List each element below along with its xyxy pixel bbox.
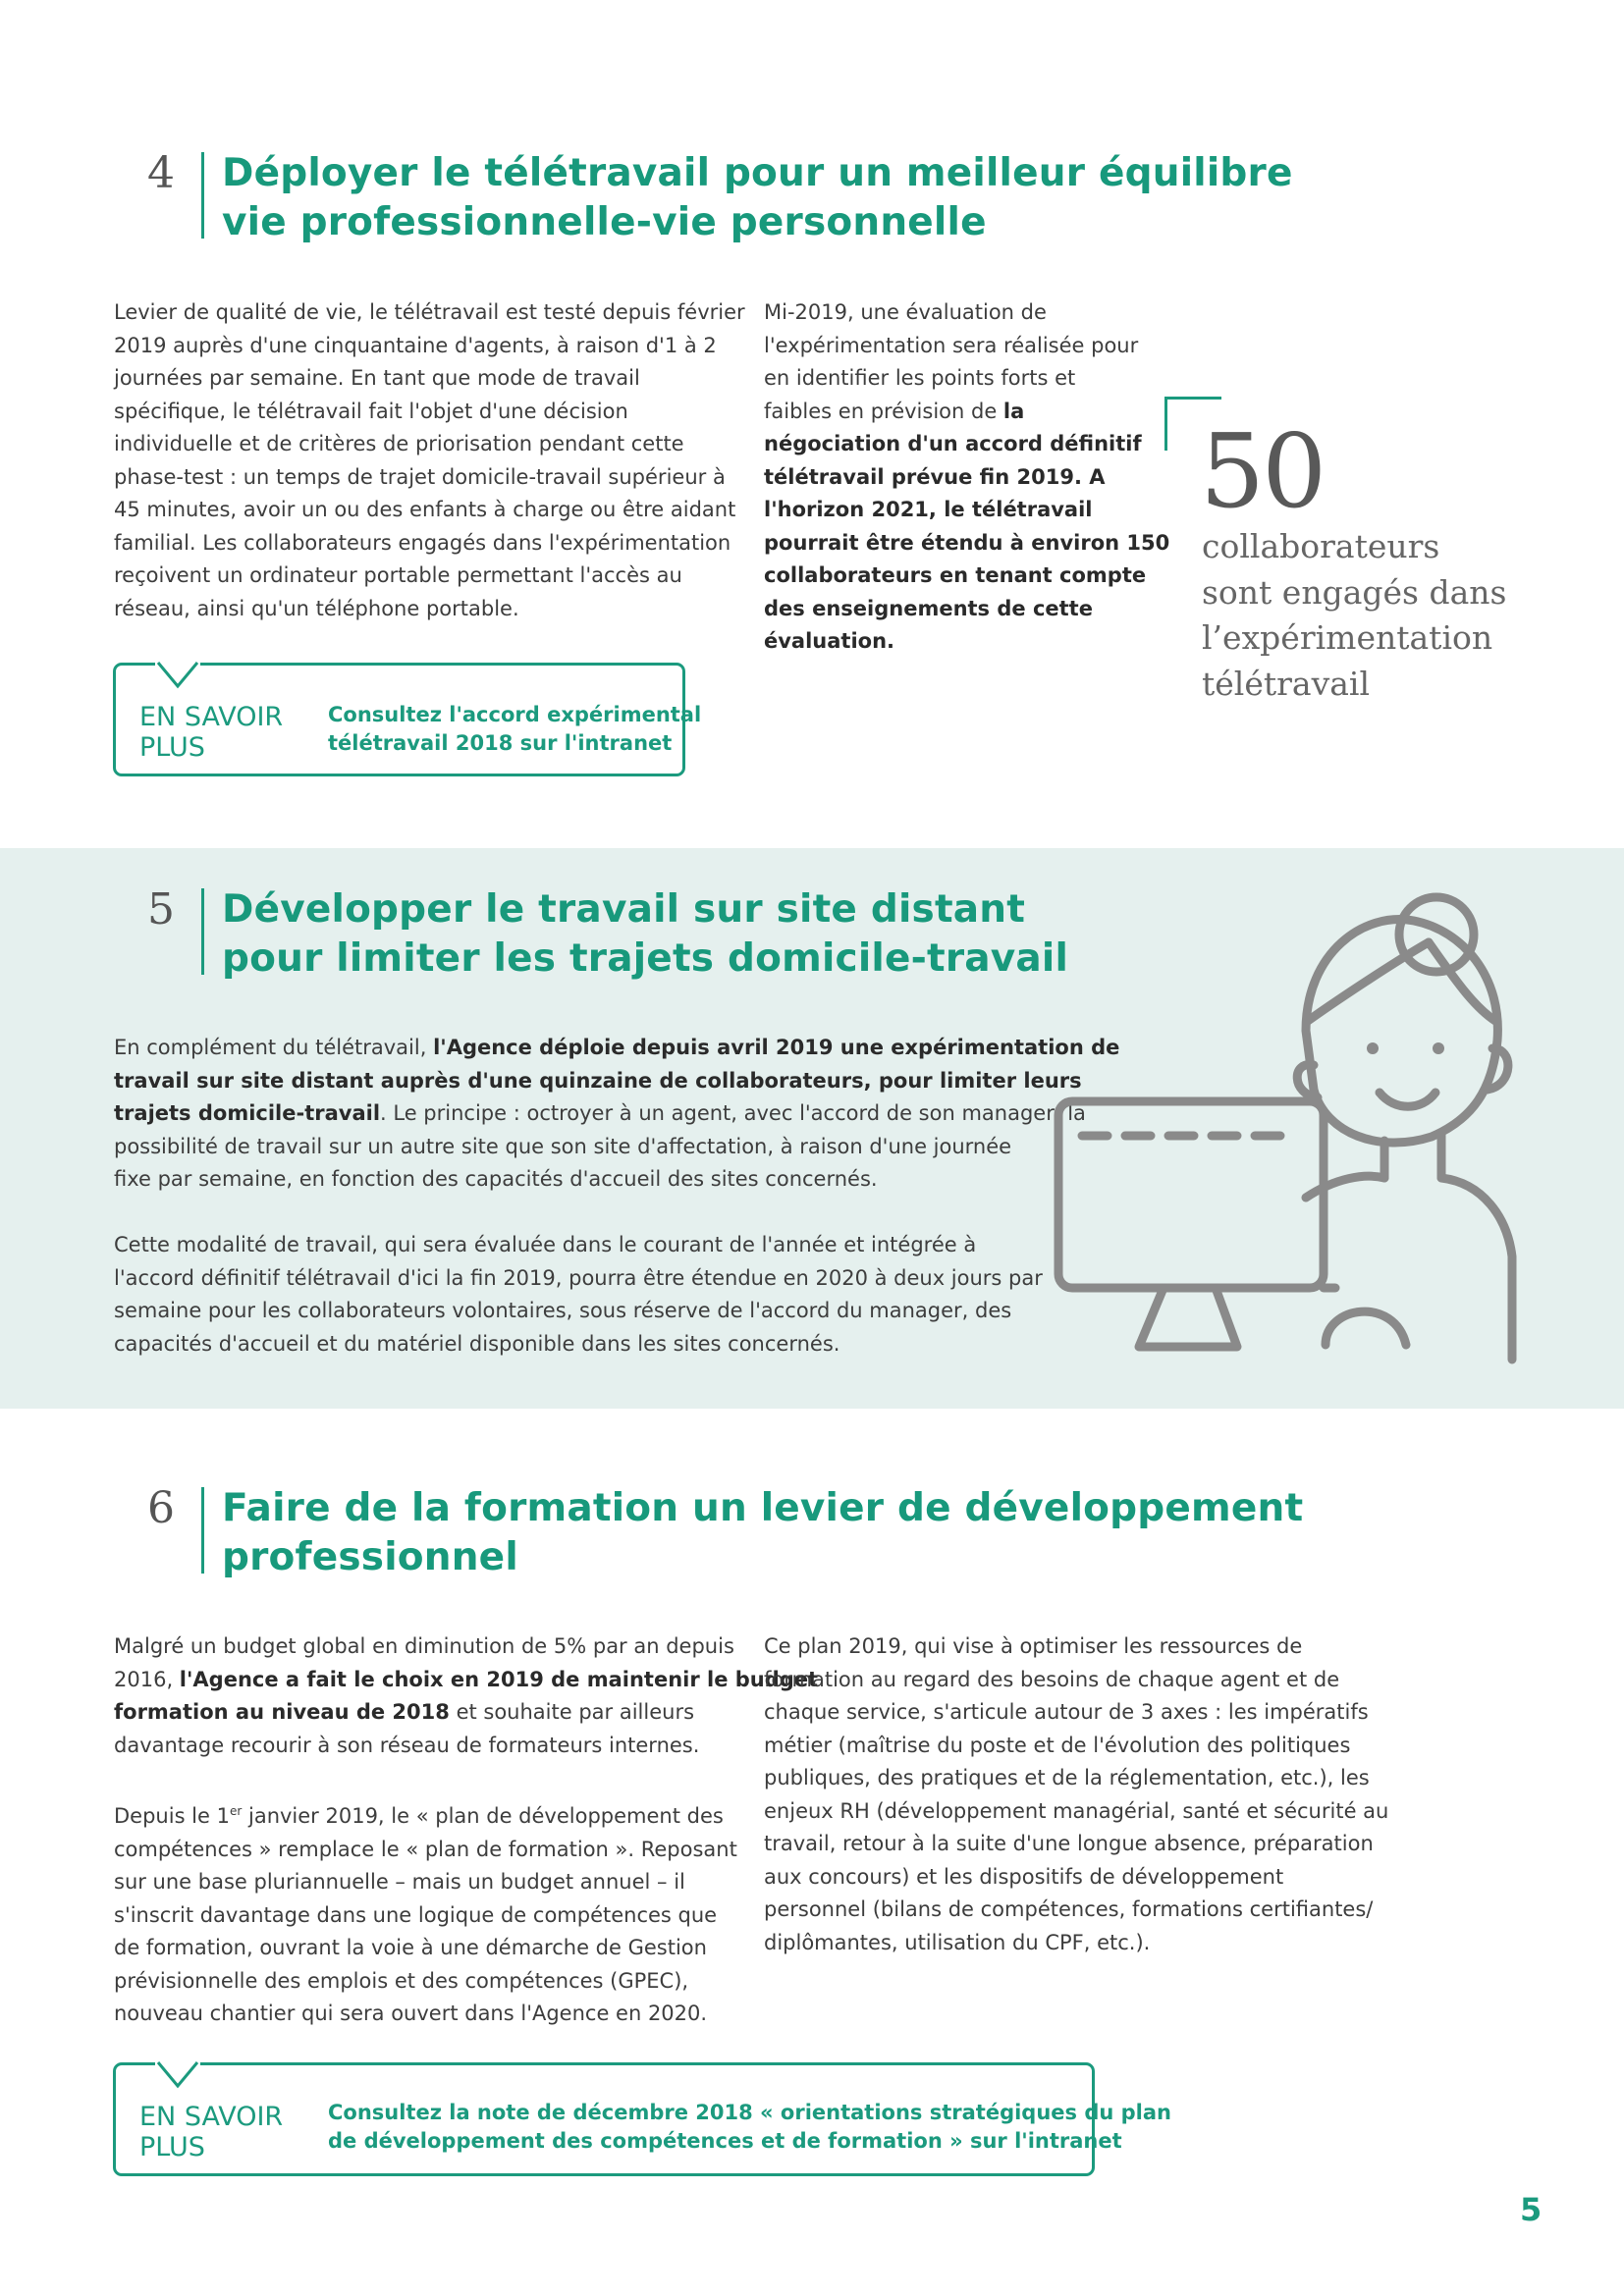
- section6-left-paragraph-1: Malgré un budget global en diminution de 5% par an depuis 2016, l'Agence a fait le choix en 2019 de maintenir le budget formation au niveau de 2018 et souhaite par ailleurs davantage recourir à son réseau de formateurs internes.: [114, 1634, 819, 1757]
- stat-value: 50: [1200, 411, 1325, 531]
- section6-right-paragraph: Ce plan 2019, qui vise à optimiser les ressources de formation au regard des besoins de chaque agent et de chaque service, s'articule autour de 3 axes : les impératifs métier (maîtrise du poste et de l'évolution des politiques publiques, des pratiques et de la réglementation, etc.), les enjeux RH (développement managérial, santé et sécurité au travail, retour à la suite d'une longue absence, préparation aux concours) et les dispositifs de développement personnel (bilans de compétences, formations certifiantes/ diplômantes, utilisation du CPF, etc.).: [764, 1634, 1389, 1954]
- en-savoir-plus-box[interactable]: [113, 2062, 1171, 2176]
- person-at-computer-icon: [1041, 883, 1532, 1364]
- section-title-bar: [201, 152, 204, 239]
- section-title: Déployer le télétravail pour un meilleur équilibre vie professionnelle-vie personnelle: [222, 151, 1293, 244]
- section-number: 4: [147, 148, 175, 198]
- section-number: 5: [147, 884, 175, 934]
- en-savoir-plus-label: EN SAVOIR PLUS: [139, 702, 284, 763]
- section5-paragraph-1: En complément du télétravail, l'Agence déploie depuis avril 2019 une expérimentation de travail sur site distant auprès d'une quinzaine de collaborateurs, pour limiter leurs trajets domicile-travail. Le principe : octroyer à un agent, avec l'accord de son manager, la possibilité de travail sur un autre site que son site d'affectation, à raison d'une journée fixe par semaine, en fonction des capacités d'accueil des sites concernés.: [114, 1036, 1120, 1191]
- intranet-link[interactable]: Consultez la note de décembre 2018 « orientations stratégiques du plan de développement des compétences et de formation » sur l'intranet: [328, 2101, 1171, 2153]
- section-title: Développer le travail sur site distant pour limiter les trajets domicile-travail: [222, 887, 1069, 981]
- page-number: 5: [1520, 2191, 1543, 2228]
- chevron-down-icon: [155, 2061, 200, 2091]
- section4-left-paragraph: Levier de qualité de vie, le télétravail est testé depuis février 2019 auprès d'une cinquantaine d'agents, à raison d'1 à 2 journées par semaine. En tant que mode de travail spécifique, le télétravail fait l'objet d'une décision individuelle et de critères de priorisation pendant cette phase-test : un temps de trajet domicile-travail supérieur à 45 minutes, avoir un ou des enfants à charge ou être aidant familial. Les collaborateurs engagés dans l'expérimentation reçoivent un ordinateur portable permettant l'accès au réseau, ainsi qu'un téléphone portable.: [114, 300, 745, 620]
- intranet-link[interactable]: Consultez l'accord expérimental télétravail 2018 sur l'intranet: [328, 703, 702, 755]
- section6-left-paragraph-2: Depuis le 1er janvier 2019, le « plan de développement des compétences » remplace le « plan de formation ». Reposant sur une base pluriannuelle – mais un budget annuel – il s'inscrit davantage dans une logique de compétences que de formation, ouvrant la voie à une démarche de Gestion prévisionnelle des emplois et des compétences (GPEC), nouveau chantier qui sera ouvert dans l'Agence en 2020.: [114, 1804, 737, 2025]
- section-title: Faire de la formation un levier de développement professionnel: [222, 1486, 1304, 1579]
- section-title-bar: [201, 888, 204, 975]
- stat-caption: collaborateurs sont engagés dans l’expérimentation télétravail: [1202, 527, 1507, 703]
- section4-right-paragraph: Mi-2019, une évaluation de l'expérimentation sera réalisée pour en identifier les points forts et faibles en prévision de la négociation d'un accord définitif télétravail prévue fin 2019. A l'horizon 2021, le télétravail pourrait être étendu à environ 150 collaborateurs en tenant compte des enseignements de cette évaluation.: [764, 300, 1170, 653]
- chevron-down-icon: [155, 662, 200, 691]
- section-number: 6: [147, 1483, 175, 1533]
- section5-paragraph-2: Cette modalité de travail, qui sera évaluée dans le courant de l'année et intégrée à l'accord définitif télétravail d'ici la fin 2019, pourra être étendue en 2020 à deux jours par semaine pour les collaborateurs volontaires, sous réserve de l'accord du manager, des capacités d'accueil et du matériel disponible dans les sites concernés.: [114, 1233, 1043, 1356]
- section-title-bar: [201, 1487, 204, 1574]
- en-savoir-plus-label: EN SAVOIR PLUS: [139, 2102, 284, 2163]
- en-savoir-plus-box[interactable]: [113, 663, 702, 776]
